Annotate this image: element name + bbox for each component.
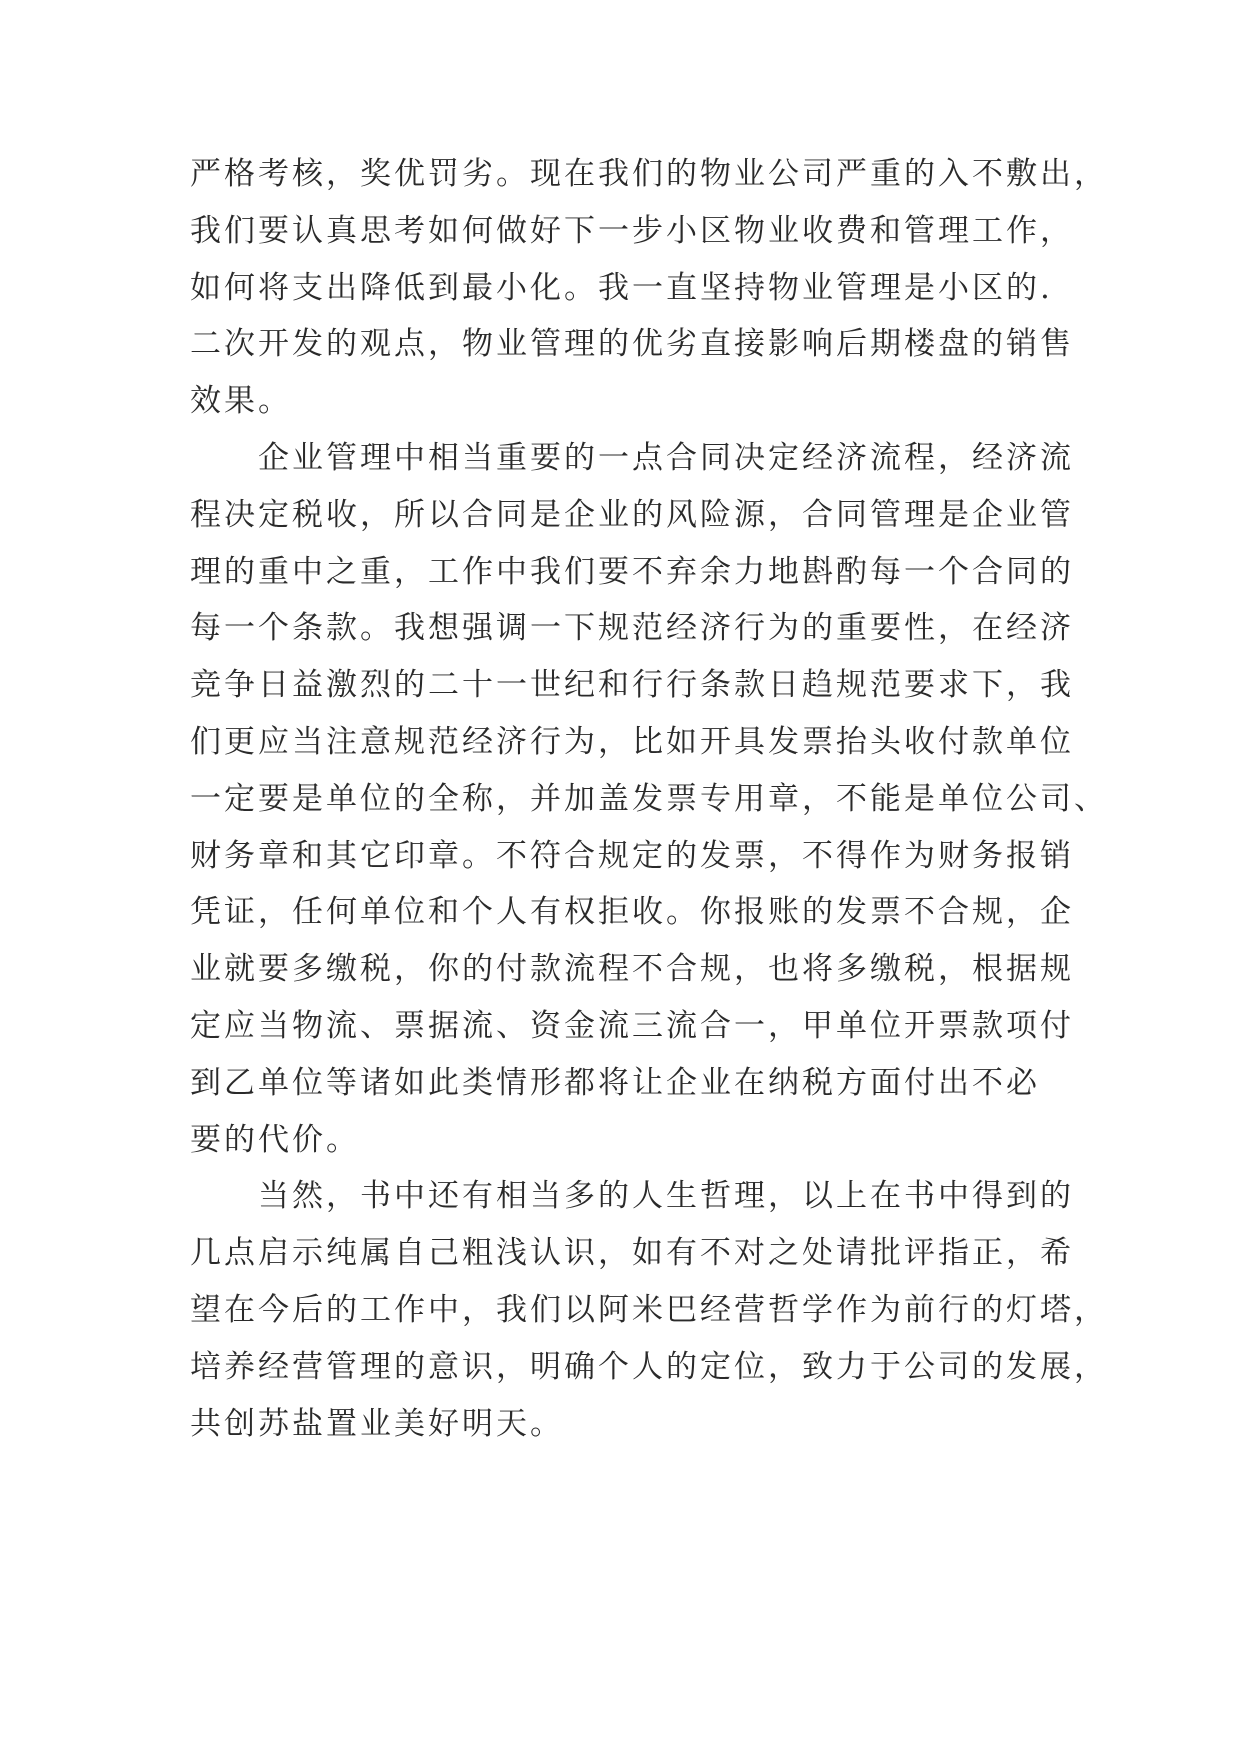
document-body	[190, 146, 1108, 1452]
text-line: 二次开发的观点，物业管理的优劣直接影响后期楼盘的销售	[190, 326, 1074, 363]
text-line: 培养经营管理的意识，明确个人的定位，致力于公司的发展，	[190, 1348, 1108, 1385]
text-line: 几点启示纯属自己粗浅认识，如有不对之处请批评指正，希	[190, 1235, 1074, 1272]
paragraph-2	[190, 430, 1108, 1168]
text-line: 程决定税收，所以合同是企业的风险源，合同管理是企业管	[190, 496, 1074, 533]
text-line: 定应当物流、票据流、资金流三流合一，甲单位开票款项付	[190, 1007, 1074, 1044]
text-line: 望在今后的工作中，我们以阿米巴经营哲学作为前行的灯塔，	[190, 1291, 1108, 1328]
text-line: 共创苏盐置业美好明天。	[190, 1405, 564, 1442]
text-line: 当然，书中还有相当多的人生哲理，以上在书中得到的	[258, 1178, 1074, 1215]
paragraph-1	[190, 146, 1108, 430]
text-line: 财务章和其它印章。不符合规定的发票，不得作为财务报销	[190, 837, 1074, 874]
text-line: 每一个条款。我想强调一下规范经济行为的重要性，在经济	[190, 610, 1074, 647]
text-line: 效果。	[190, 383, 292, 420]
text-line: 一定要是单位的全称，并加盖发票专用章，不能是单位公司、	[190, 780, 1108, 817]
paragraph-3	[190, 1168, 1108, 1452]
text-line: 到乙单位等诸如此类情形都将让企业在纳税方面付出不必	[190, 1064, 1040, 1101]
text-line: 企业管理中相当重要的一点合同决定经济流程，经济流	[258, 439, 1074, 476]
text-line: 严格考核，奖优罚劣。现在我们的物业公司严重的入不敷出，	[190, 156, 1108, 192]
text-line: 如何将支出降低到最小化。我一直坚持物业管理是小区的.	[190, 269, 1053, 306]
text-line: 要的代价。	[190, 1121, 360, 1158]
text-line: 凭证，任何单位和个人有权拒收。你报账的发票不合规，企	[190, 894, 1074, 931]
text-line: 理的重中之重，工作中我们要不弃余力地斟酌每一个合同的	[190, 553, 1074, 590]
text-line: 业就要多缴税，你的付款流程不合规，也将多缴税，根据规	[190, 951, 1074, 988]
text-line: 竞争日益激烈的二十一世纪和行行条款日趋规范要求下，我	[190, 667, 1074, 704]
text-line: 们更应当注意规范经济行为，比如开具发票抬头收付款单位	[190, 723, 1074, 760]
text-line: 我们要认真思考如何做好下一步小区物业收费和管理工作，	[190, 212, 1074, 249]
